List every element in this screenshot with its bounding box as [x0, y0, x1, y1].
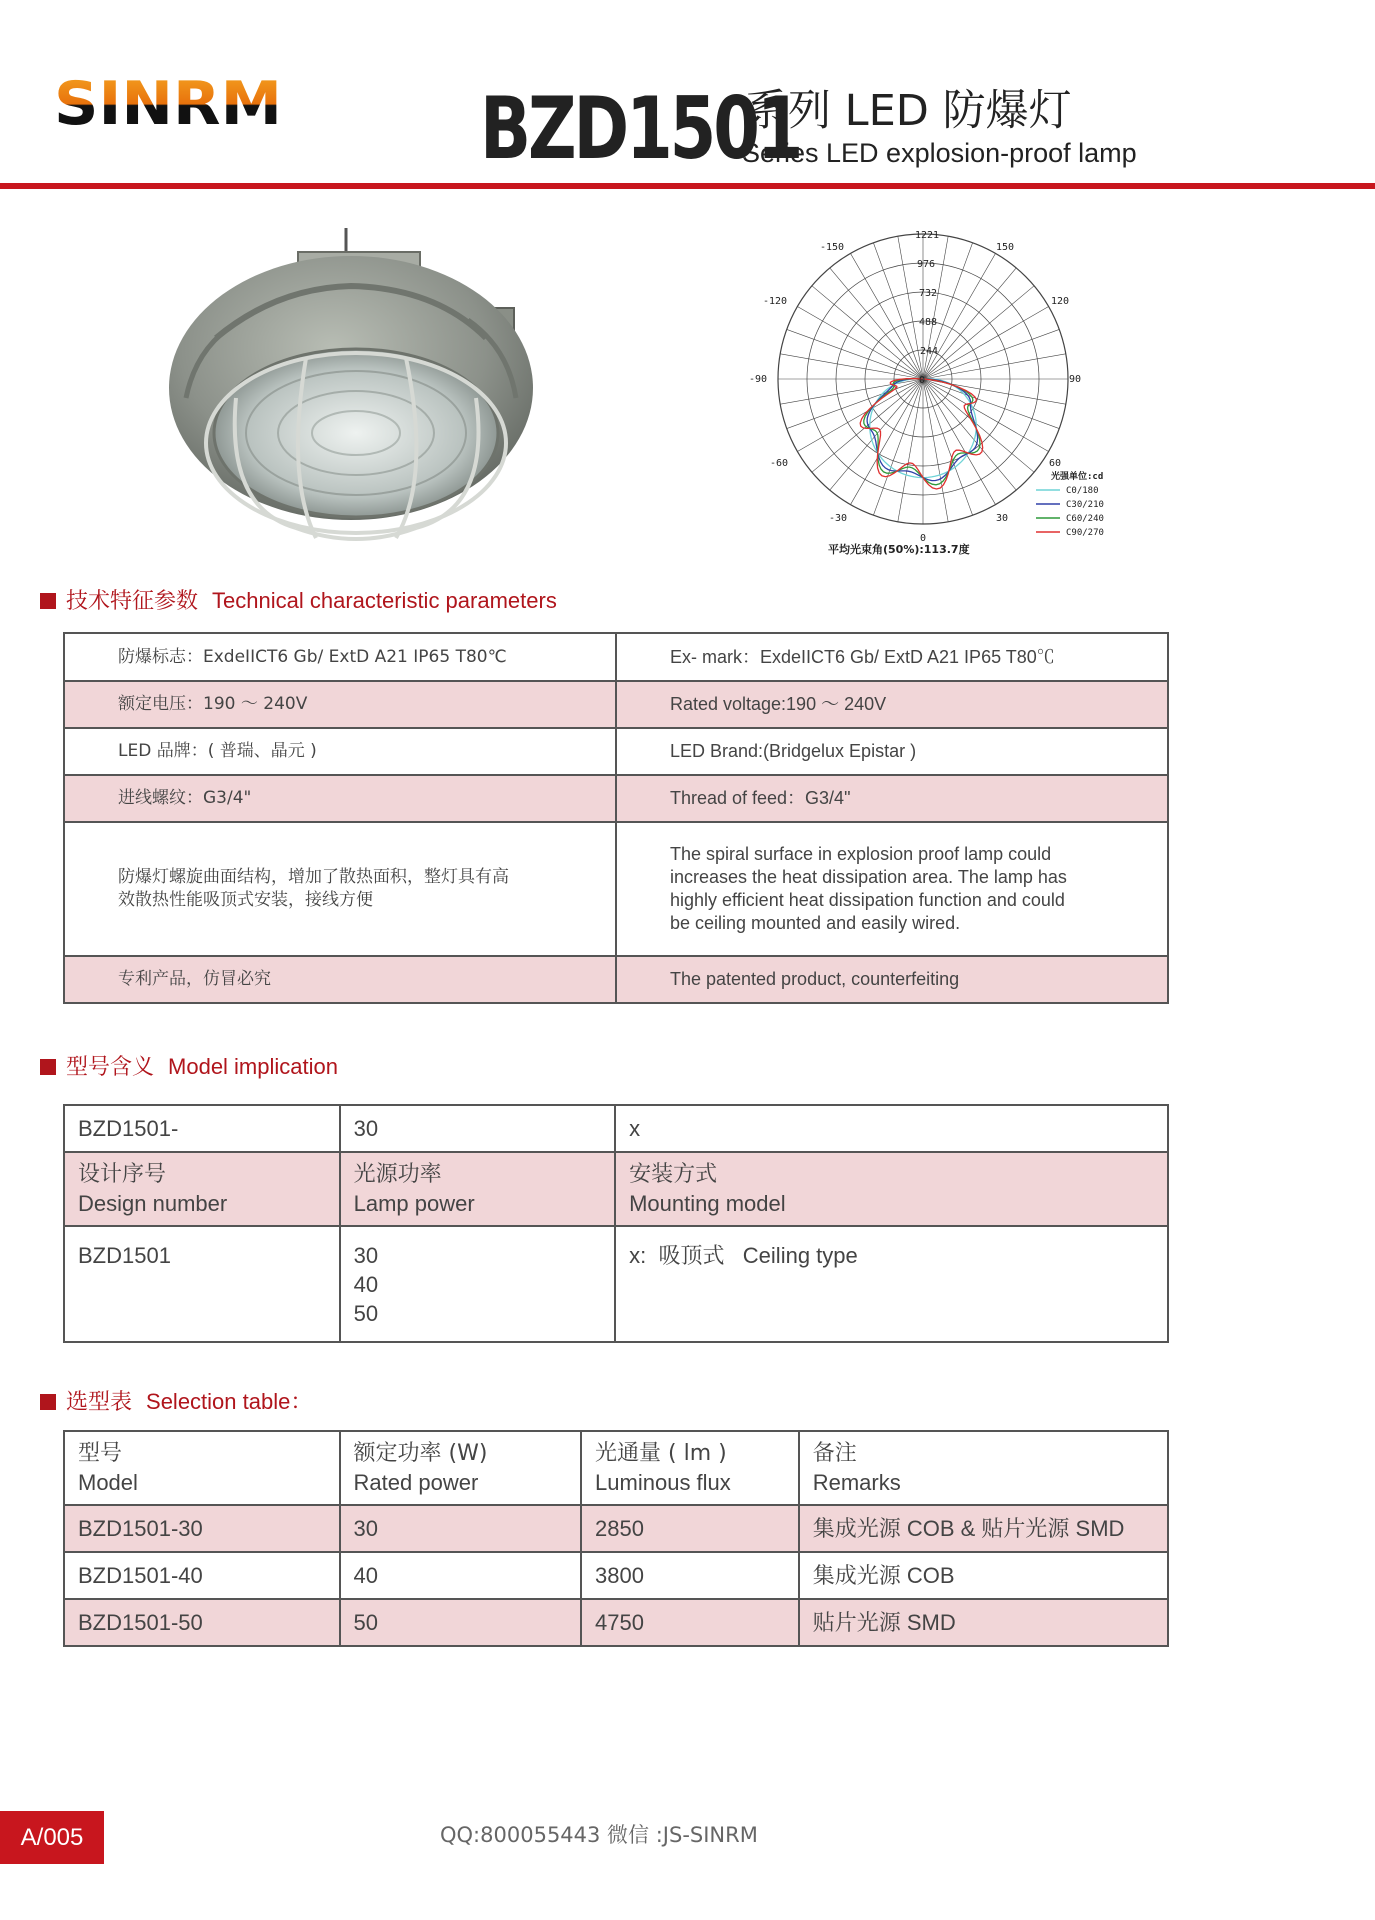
table-row [64, 1552, 1168, 1599]
title-english: Series LED explosion-proof lamp [742, 138, 1137, 168]
table-row [64, 681, 1168, 728]
model-cell: BZD1501-50 [64, 1599, 340, 1646]
intensity-tick: 488 [919, 317, 938, 328]
legend-title: 光强单位:cd [1051, 472, 1104, 482]
tech-en-cell: LED Brand:(Bridgelux Epistar ) [616, 728, 1168, 775]
angle-label: -90 [749, 374, 768, 385]
remarks-cell: 集成光源 COB [799, 1552, 1168, 1599]
product-model-title: BZD1501 [480, 79, 801, 179]
intensity-tick: 976 [917, 259, 936, 270]
angle-label: -30 [829, 513, 848, 524]
table-row [64, 1505, 1168, 1552]
table-row [64, 1226, 1168, 1342]
column-header: 备注 Remarks [799, 1431, 1168, 1505]
section-heading-selection: 选型表 Selection table： [40, 1391, 312, 1414]
tech-en-cell: Ex- mark：ExdeIICT6 Gb/ ExtD A21 IP65 T80℃ [616, 633, 1168, 681]
table-row [64, 633, 1168, 681]
model-header-cell: 设计序号 Design number [64, 1152, 340, 1226]
power-cell: 50 [340, 1599, 582, 1646]
title-chinese: 系列 LED 防爆灯 [745, 86, 1072, 136]
power-options-cell: 30 40 50 [340, 1226, 615, 1342]
selection-table [63, 1430, 1169, 1647]
tech-en-cell: Rated voltage:190 ～ 240V [616, 681, 1168, 728]
column-header: 额定功率 (W) Rated power [340, 1431, 582, 1505]
model-cell: BZD1501-30 [64, 1505, 340, 1552]
angle-label: -150 [820, 242, 845, 253]
model-cell: BZD1501- [64, 1105, 340, 1152]
remarks-cell: 贴片光源 SMD [799, 1599, 1168, 1646]
model-cell: x [615, 1105, 1168, 1152]
remarks-cell: 集成光源 COB & 贴片光源 SMD [799, 1505, 1168, 1552]
tech-cn-cell: 进线螺纹：G3/4" [64, 775, 616, 822]
power-cell: 40 [340, 1552, 582, 1599]
column-header: 型号 Model [64, 1431, 340, 1505]
model-header-cell: 光源功率 Lamp power [340, 1152, 615, 1226]
flux-cell: 2850 [581, 1505, 799, 1552]
legend-entry: C30/210 [1066, 500, 1104, 510]
angle-label: 60 [1049, 458, 1062, 469]
model-cell: BZD1501 [64, 1226, 340, 1342]
legend-entry: C0/180 [1066, 486, 1099, 496]
section-marker [40, 1394, 56, 1410]
section-heading-tech: 技术特征参数 Technical characteristic parameters [40, 590, 557, 613]
angle-label: 30 [996, 513, 1009, 524]
angle-label: 90 [1069, 374, 1082, 385]
tech-cn-cell: 防爆标志：ExdeIICT6 Gb/ ExtD A21 IP65 T80℃ [64, 633, 616, 681]
section-marker [40, 593, 56, 609]
section-heading-model: 型号含义 Model implication [40, 1056, 338, 1079]
table-row [64, 956, 1168, 1003]
distribution-curve-C30-210 [867, 379, 978, 481]
tech-cn-cell: 防爆灯螺旋曲面结构，增加了散热面积，整灯具有高 效散热性能吸顶式安装，接线方便 [64, 822, 616, 956]
legend-entry: C60/240 [1066, 514, 1104, 524]
angle-label: 150 [996, 242, 1015, 253]
table-row [64, 775, 1168, 822]
intensity-tick: 1221 [915, 230, 940, 241]
angle-label: 0 [920, 533, 927, 544]
tech-cn-cell: 专利产品，仿冒必究 [64, 956, 616, 1003]
model-implication-table [63, 1104, 1169, 1343]
header-rule [0, 183, 1375, 189]
table-row [64, 728, 1168, 775]
flux-cell: 3800 [581, 1552, 799, 1599]
table-header-row [64, 1431, 1168, 1505]
mounting-cell: x: 吸顶式 Ceiling type [615, 1226, 1168, 1342]
power-cell: 30 [340, 1505, 582, 1552]
svg-text:SINRM: SINRM [54, 69, 282, 138]
tech-en-cell: Thread of feed：G3/4" [616, 775, 1168, 822]
contact-info: QQ:800055443 微信 :JS-SINRM [440, 1823, 758, 1847]
table-row [64, 822, 1168, 956]
tech-en-cell: The spiral surface in explosion proof lamp could increases the heat dissipation area. The lamp has highly efficient heat dissipation function and could be ceiling mounted and easily wired. [616, 822, 1168, 956]
intensity-tick: 244 [920, 346, 939, 357]
page-number: A/005 [0, 1811, 104, 1864]
angle-label: -60 [770, 458, 789, 469]
tech-cn-cell: 额定电压：190 ～ 240V [64, 681, 616, 728]
tech-cn-cell: LED 品牌：( 普瑞、晶元 ) [64, 728, 616, 775]
intensity-tick: 732 [919, 288, 938, 299]
flux-cell: 4750 [581, 1599, 799, 1646]
tech-en-cell: The patented product, counterfeiting [616, 956, 1168, 1003]
angle-label: 120 [1051, 296, 1070, 307]
section-marker [40, 1059, 56, 1075]
lamp-product-image [156, 228, 576, 550]
model-cell: BZD1501-40 [64, 1552, 340, 1599]
table-row [64, 1152, 1168, 1226]
center-label: 0 [919, 375, 926, 386]
beam-angle-caption: 平均光束角(50%):113.7度 [828, 543, 970, 556]
angle-label: -120 [763, 296, 788, 307]
column-header: 光通量 ( lm ) Luminous flux [581, 1431, 799, 1505]
brand-logo [54, 68, 284, 138]
table-row [64, 1599, 1168, 1646]
legend-entry: C90/270 [1066, 528, 1104, 538]
tech-params-table [63, 632, 1169, 1004]
model-cell: 30 [340, 1105, 615, 1152]
table-row [64, 1105, 1168, 1152]
model-header-cell: 安装方式 Mounting model [615, 1152, 1168, 1226]
light-distribution-chart [740, 226, 1160, 562]
